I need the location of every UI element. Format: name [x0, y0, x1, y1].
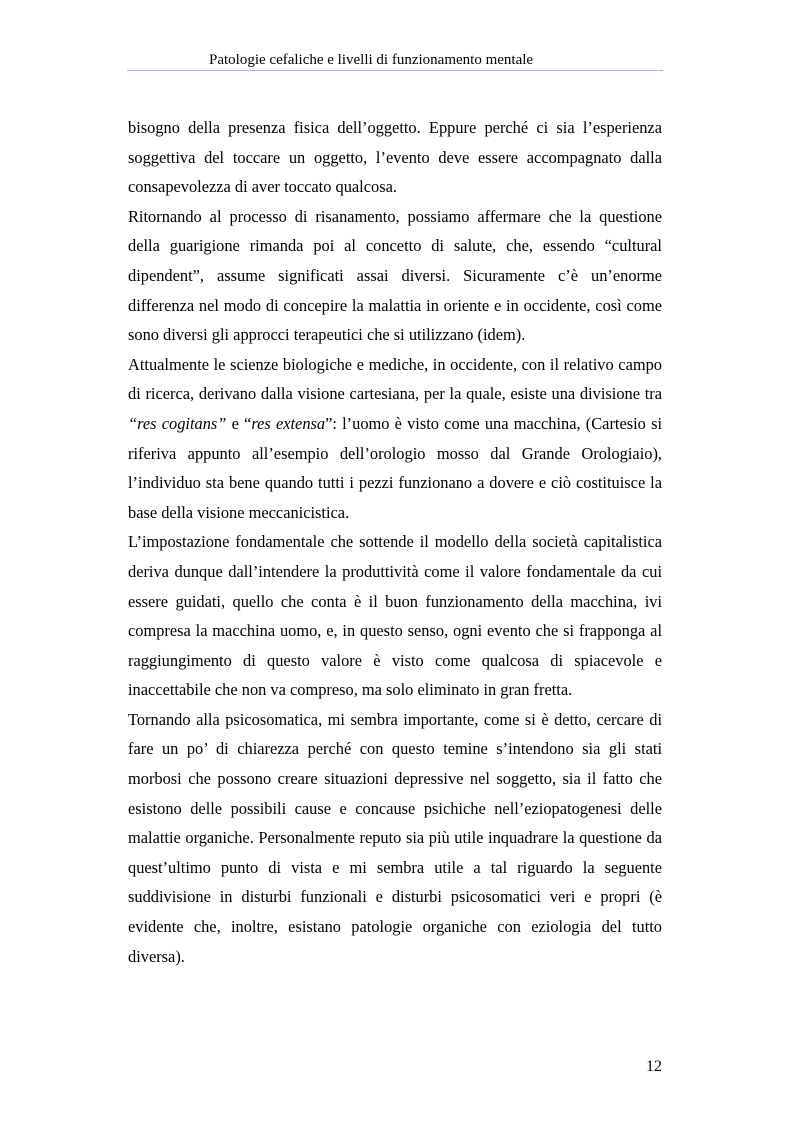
- paragraph-5: Tornando alla psicosomatica, mi sembra importante, come si è detto, cercare di fare un po’ di chiarezza perché con questo temine s’intendono sia gli stati morbosi che possono creare situazioni depressive nel soggetto, sia il fatto che esistono delle possibili cause e concause psichiche nell’eziopatogenesi delle malattie organiche. Personalmente reputo sia più utile inquadrare la questione da quest’ultimo punto di vista e mi sembra utile a tal riguardo la seguente suddivisione in disturbi funzionali e disturbi psicosomatici veri e propri (è evidente che, inoltre, esistano patologie organiche con eziologia del tutto diversa).: [128, 709, 662, 966]
- paragraph-3-text-b: e “: [226, 413, 252, 433]
- paragraph-2: Ritornando al processo di risanamento, possiamo affermare che la questione della guarigione rimanda poi al concetto di salute, che, essendo “cultural dipendent”, assume significati assai diversi. Sicuramente c’è un’enorme differenza nel modo di concepire la malattia in oriente e in occidente, così come sono diversi gli approcci terapeutici che si utilizzano (idem).: [128, 206, 662, 345]
- paragraph-3: [128, 350, 662, 528]
- page-number: 12: [646, 1058, 662, 1075]
- header-divider: [127, 70, 663, 71]
- res-cogitans-term: “res cogitans”: [128, 413, 227, 433]
- res-extensa-term: res extensa: [251, 413, 326, 433]
- paragraph-3-text-c: ”: l’uomo è visto come una macchina, (Cartesio si riferiva appunto all’esempio dell’orologio mosso dal Grande Orologiaio), l’individuo sta bene quando tutti i pezzi funzionano a dovere e ciò costituisce la base della visione meccanicistica.: [128, 413, 662, 522]
- page-header: [127, 48, 663, 74]
- body-text: [128, 113, 662, 971]
- paragraph-4: L’impostazione fondamentale che sottende il modello della società capitalistica deriva dunque dall’intendere la produttività come il valore fondamentale da cui essere guidati, quello che conta è il buon funzionamento della macchina, ivi compresa la macchina uomo, e, in questo senso, ogni evento che si frapponga al raggiungimento di questo valore è visto come qualcosa di spiacevole e inaccettabile che non va compreso, ma solo eliminato in gran fretta.: [128, 532, 662, 700]
- paragraph-3-text-a: Attualmente le scienze biologiche e mediche, in occidente, con il relativo campo di ricerca, derivano dalla visione cartesiana, per la quale, esiste una divisione tra: [128, 354, 662, 404]
- running-head-title: Patologie cefaliche e livelli di funzionamento mentale: [209, 52, 534, 68]
- paragraph-1: bisogno della presenza fisica dell’oggetto. Eppure perché ci sia l’esperienza soggettiva del toccare un oggetto, l’evento deve essere accompagnato dalla consapevolezza di aver toccato qualcosa.: [128, 118, 662, 197]
